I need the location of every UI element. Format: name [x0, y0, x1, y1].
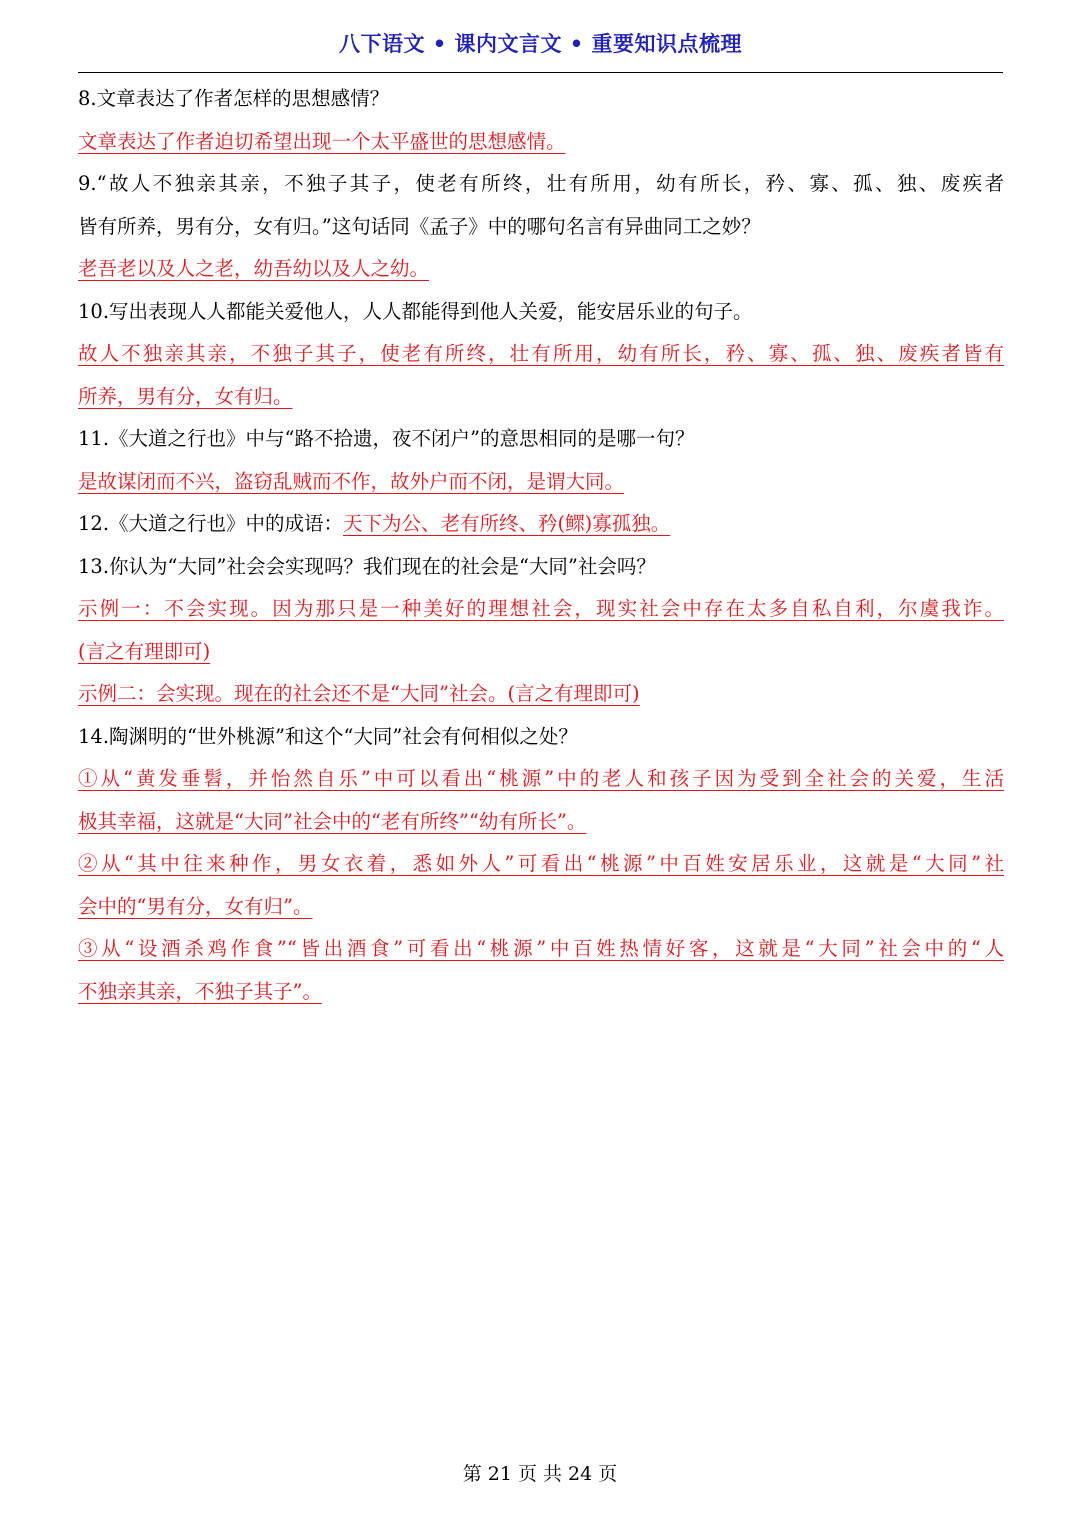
answer-14-1-line-2 [78, 801, 1004, 844]
question-9-line-2 [78, 206, 1004, 249]
question-text: 皆有所养，男有分，女有归。”这句话同《孟子》中的哪句名言有异曲同工之妙？ [78, 214, 761, 238]
page-number: 第 21 页 共 24 页 [462, 1463, 618, 1485]
question-text: 13.你认为“大同”社会会实现吗？我们现在的社会是“大同”社会吗？ [78, 554, 656, 578]
page-footer [0, 1460, 1080, 1488]
answer-text: ②从“其中往来种作，男女衣着，悉如外人”可看出“桃源”中百姓安居乐业，这就是“大同”社 [78, 852, 1004, 875]
answer-13-example-1-line-2 [78, 631, 1004, 674]
question-14 [78, 716, 1004, 759]
answer-text: (言之有理即可) [78, 639, 211, 663]
answer-text: 不独亲其亲，不独子其子”。 [78, 979, 322, 1003]
question-9-line-1 [78, 163, 1004, 206]
answer-text: 故人不独亲其亲，不独子其子，使老有所终，壮有所用，幼有所长，矜、寡、孤、独、废疾者皆有 [78, 342, 1004, 365]
answer-text: 文章表达了作者迫切希望出现一个太平盛世的思想感情。 [78, 129, 566, 153]
answer-11 [78, 461, 1004, 504]
question-text: 12.《大道之行也》中的成语： [78, 512, 344, 535]
answer-text: 会中的“男有分，女有归”。 [78, 894, 313, 918]
question-text: 9.“故人不独亲其亲，不独子其子，使老有所终，壮有所用，幼有所长，矜、寡、孤、独、废疾者 [78, 172, 1004, 195]
question-8 [78, 78, 1004, 121]
question-text: 10.写出表现人人都能关爱他人，人人都能得到他人关爱，能安居乐业的句子。 [78, 299, 753, 323]
answer-text: 极其幸福，这就是“大同”社会中的“老有所终”“幼有所长”。 [78, 809, 587, 833]
answer-10-line-2 [78, 376, 1004, 419]
answer-text: ③从“设酒杀鸡作食”“皆出酒食”可看出“桃源”中百姓热情好客，这就是“大同”社会中的“人 [78, 937, 1004, 960]
answer-text: 示例一：不会实现。因为那只是一种美好的理想社会，现实社会中存在太多自私自利，尔虞我诈。 [78, 597, 1004, 620]
answer-13-example-1-line-1 [78, 588, 1004, 631]
answer-14-2-line-1 [78, 843, 1004, 886]
question-text: 8.文章表达了作者怎样的思想感情？ [78, 87, 390, 110]
answer-14-3-line-1 [78, 928, 1004, 971]
answer-text: 所养，男有分，女有归。 [78, 384, 293, 408]
answer-text: 示例二：会实现。现在的社会还不是“大同”社会。(言之有理即可) [78, 682, 640, 705]
question-13 [78, 546, 1004, 589]
header-title: 八下语文 • 课内文言文 • 重要知识点梳理 [338, 32, 743, 56]
question-12 [78, 503, 1004, 546]
question-text: 11.《大道之行也》中与“路不拾遗，夜不闭户”的意思相同的是哪一句？ [78, 427, 695, 450]
document-body [78, 78, 1004, 1013]
question-11 [78, 418, 1004, 461]
answer-text: ①从“黄发垂髫，并怡然自乐”中可以看出“桃源”中的老人和孩子因为受到全社会的关爱，生活 [78, 767, 1004, 790]
answer-text: 天下为公、老有所终、矜(鳏)寡孤独。 [343, 512, 671, 535]
answer-10-line-1 [78, 333, 1004, 376]
answer-13-example-2 [78, 673, 1004, 716]
answer-text: 老吾老以及人之老，幼吾幼以及人之幼。 [78, 257, 430, 280]
answer-9 [78, 248, 1004, 291]
answer-8 [78, 121, 1004, 164]
question-text: 14.陶渊明的“世外桃源”和这个“大同”社会有何相似之处？ [78, 724, 578, 748]
page-header [78, 28, 1003, 73]
answer-14-1-line-1 [78, 758, 1004, 801]
answer-text: 是故谋闭而不兴，盗窃乱贼而不作，故外户而不闭，是谓大同。 [78, 469, 625, 493]
question-10 [78, 291, 1004, 334]
answer-14-3-line-2 [78, 971, 1004, 1014]
answer-14-2-line-2 [78, 886, 1004, 929]
